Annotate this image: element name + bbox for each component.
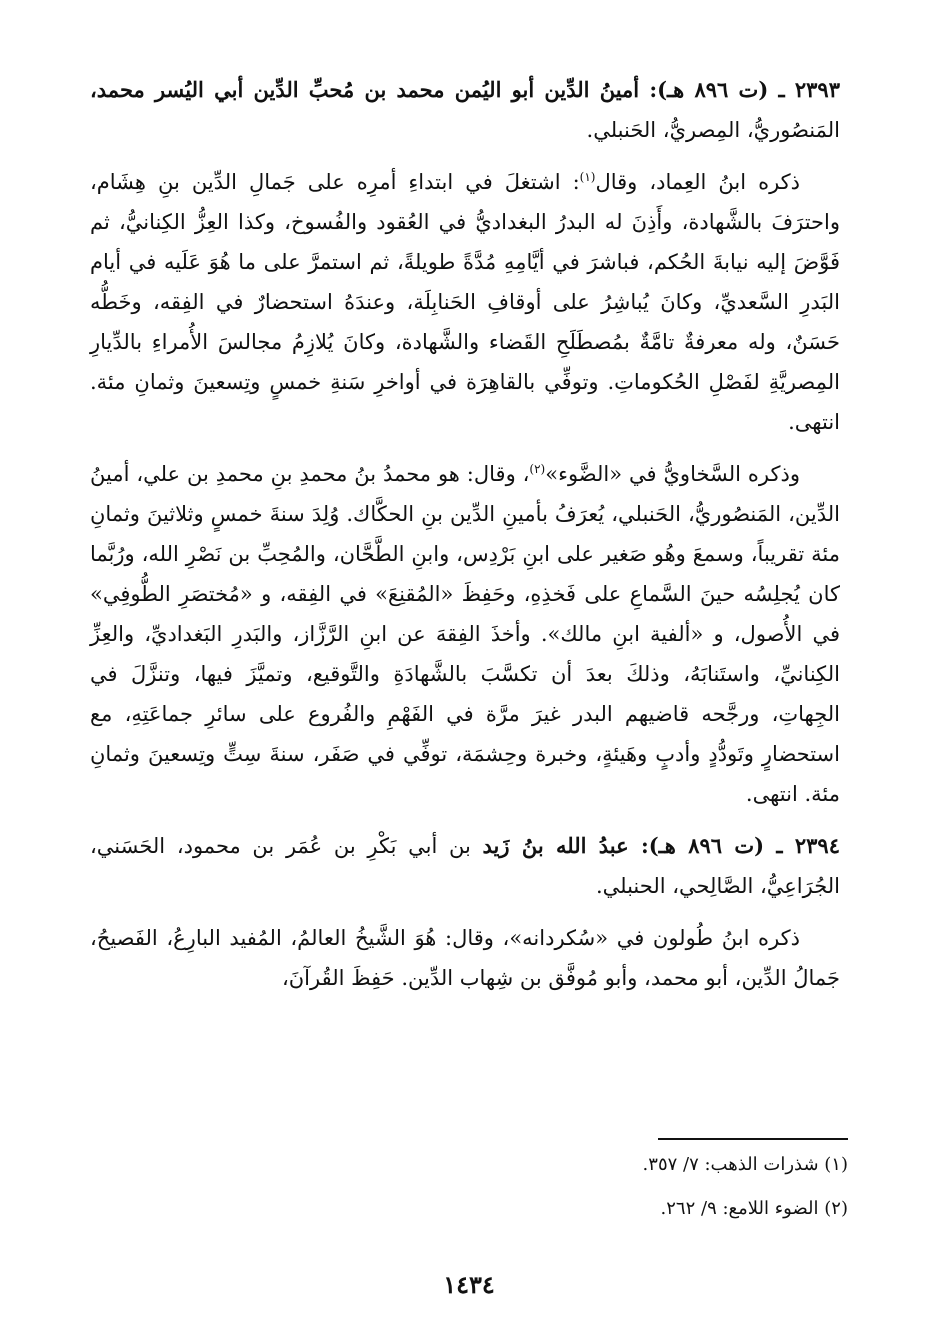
paragraph-text: : اشتغلَ في ابتداءِ أمرِه على جَمالِ الدِّين بنِ هِشَام، واحترَفَ بالشَّهادة، وأَذِنَ له البدرُ البغداديُّ في العُقود والفُسوخ، وكذا العِزُّ الكِنانيُّ، ثم فَوَّضَ إليه نيابةَ الحُكم، فباشرَ في أيَّامِهِ مُدَّةً طويلةً، ثم استمرَّ على ما هُوَ عَلَيه في أيام البَدرِ السَّعديِّ، وكانَ يُباشِرُ على أوقافِ الحَنابِلَة، وعندَهُ استحضارٌ في الفِقه، وخَطُّه حَسَنٌ، وله معرفةٌ تامَّةٌ بمُصطَلَحِ القَضاء والشَّهادة، وكانَ يُلازِمُ مجالسَ الأُمراءِ بالدِّيارِ المِصريَّةِ لفَصْلِ الحُكوماتِ. وتوفِّي بالقاهِرَة في أواخرِ سَنةِ خمسٍ وتِسعينَ وثمانِ مئة. انتهى. (90, 170, 840, 434)
footnote-divider (658, 1138, 848, 1140)
paragraph-sakhawi (90, 454, 840, 814)
paragraph-ibn-tulun (90, 918, 840, 998)
paragraph-ibn-al-imad (90, 162, 840, 442)
footnotes (98, 1152, 848, 1240)
entry-heading-bold: ٢٣٩٣ ـ (ت ٨٩٦ هـ): أمينُ الدِّين أبو اليُمن محمد بن مُحبِّ الدِّين أبي اليُسر محمد، (90, 77, 840, 102)
footnote-marker[interactable]: (١) (579, 170, 596, 184)
footnote-1: (١) شذرات الذهب: ٧/ ٣٥٧. (642, 1154, 848, 1175)
entry-heading-rest: المَنصُوريُّ، المِصريُّ، الحَنبلي. (586, 118, 840, 142)
paragraph-text: ، وقال: هو محمدُ بنُ محمدِ بنِ محمدِ بن علي، أمينُ الدِّين، المَنصُوريُّ، الحَنبلي، يُعرَفُ بأمينِ الدِّين بنِ الحكَّاك. وُلِدَ سنةَ خمسٍ وثلاثينَ وثمانِ مئة تقريباً، وسمعَ وهُو صَغير على ابنِ بَرْدِس، وابنِ الطَّحَّان، والمُحِبِّ بن نَصْرِ الله، ورُبَّما كان يُجلِسُه حينَ السَّماعِ على فَخذِهِ، وحَفِظَ «المُقنِعَ» في الفِقه، و «مُختصَرِ الطُّوفِي» في الأُصول، و «ألفية ابنِ مالك». وأخذَ الفِقهَ عن ابنِ الرَّزَّاز، والبَدرِ البَغداديِّ، والعِزِّ الكِنانيِّ، واستَنابَهُ، وذلكَ بعدَ أن تكسَّبَ بالشَّهادَةِ والتَّوقيع، وتميَّزَ فيها، وتنزَّلَ في الجِهاتِ، ورجَّحه قاضيهم البدر غيرَ مرَّة في الفَهْمِ والفُروع على سائرِ جماعَتِهِ، مع استحضارٍ وتَودُّدٍ وأدبٍ وهَيئةٍ، وخبرة وحِشمَة، توفِّي في صَفَر، سنةَ سِتٍّ وتِسعينَ وثمانِ مئة. انتهى. (90, 462, 840, 806)
footnote-marker[interactable]: (٢) (529, 462, 546, 476)
paragraph-text: ذكره ابنُ طُولون في «سُكردانه»، وقال: هُوَ الشَّيخُ العالمُ، المُفيد البارِعُ، الفَصيحُ، جَمالُ الدِّين، أبو محمد، وأبو مُوفَّق بن شِهاب الدِّين. حَفِظَ القُرآنَ، (90, 926, 840, 990)
paragraph-text: وذكره السَّخاويُّ في «الضَّوء» (545, 462, 800, 486)
entry-heading-bold: ٢٣٩٤ ـ (ت ٨٩٦ هـ): عبدُ الله بنُ زَيد (482, 833, 840, 858)
entry-heading-2393 (90, 70, 840, 150)
footnote-2: (٢) الضوء اللامع: ٩/ ٢٦٢. (660, 1198, 848, 1219)
paragraph-text: ذكره ابنُ العِماد، وقال (595, 170, 801, 194)
page-number: ١٤٣٤ (443, 1270, 495, 1299)
page-body (90, 70, 840, 1010)
entry-heading-2394 (90, 826, 840, 906)
entry-heading-rest: بن أبي بَكْرِ بن عُمَر بن محمود، الحَسَني، الجُرَاعِيُّ، الصَّالِحي، الحنبلي. (90, 834, 840, 898)
